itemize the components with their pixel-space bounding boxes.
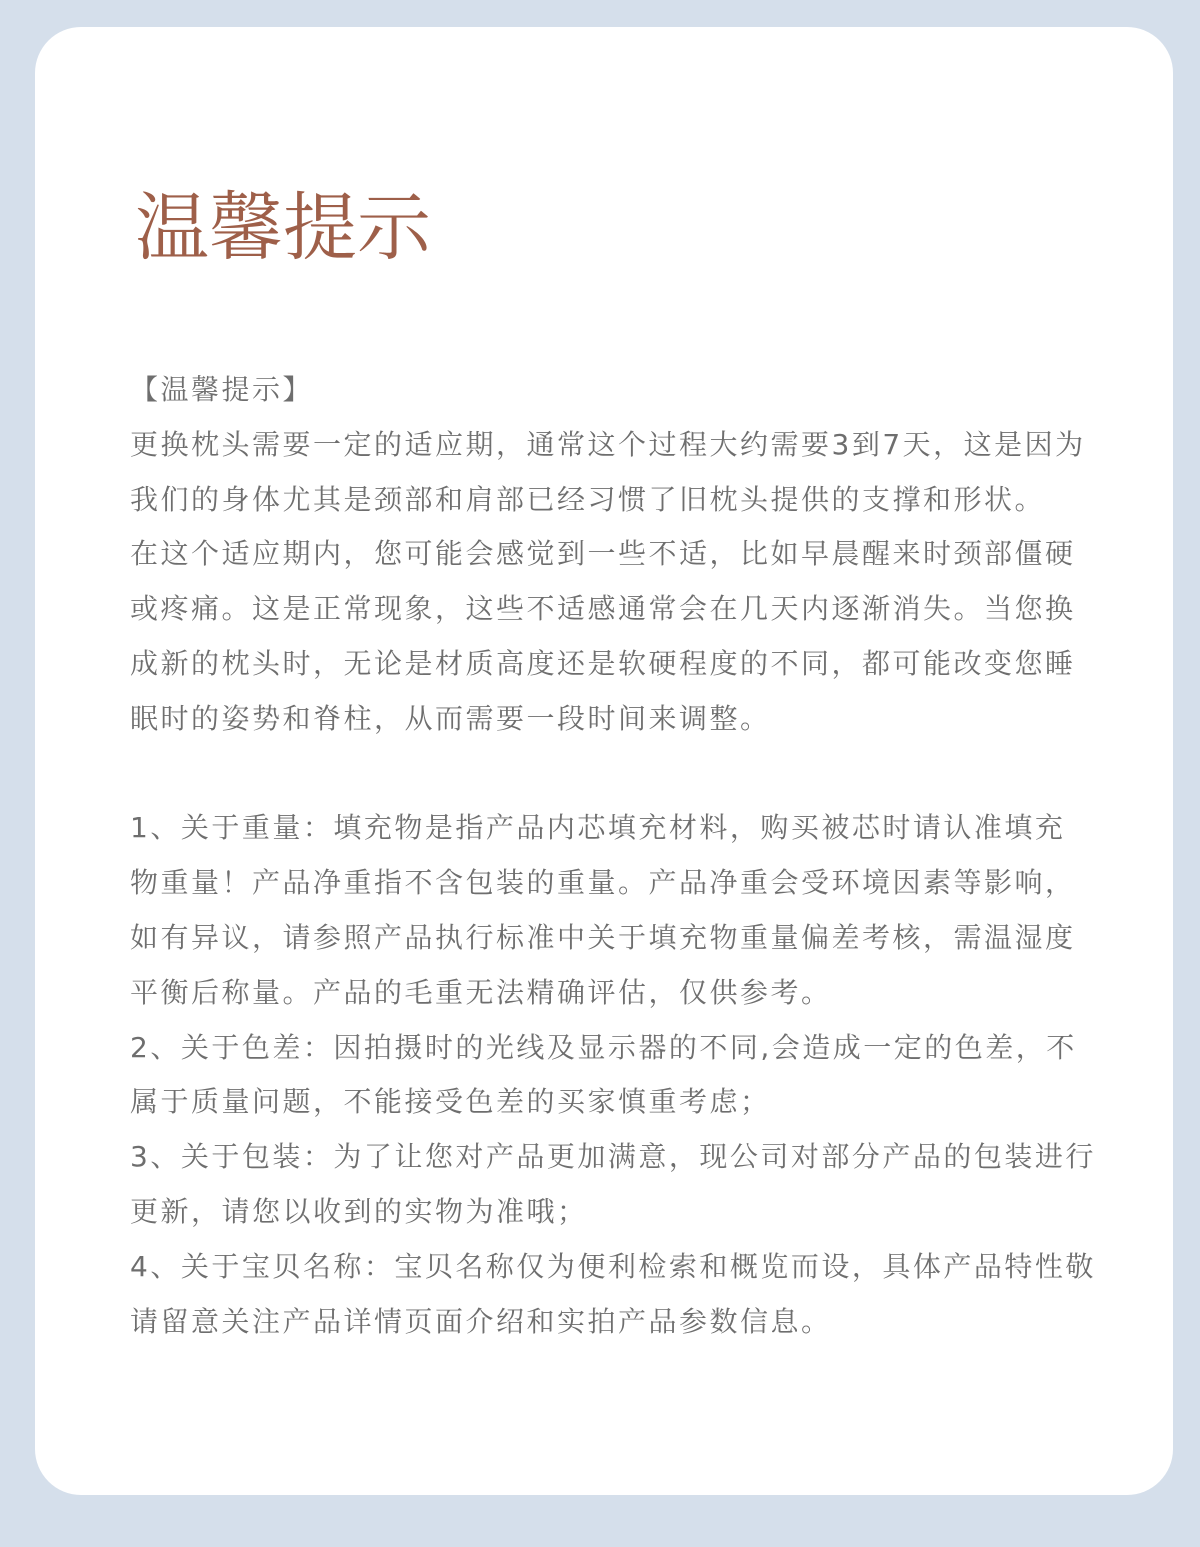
- notice-line: 3、关于包装：为了让您对产品更加满意，现公司对部分产品的包装进行: [130, 1140, 1096, 1174]
- notice-line: 请留意关注产品详情页面介绍和实拍产品参数信息。: [130, 1304, 832, 1338]
- notice-line: 4、关于宝贝名称：宝贝名称仅为便利检索和概览而设，具体产品特性敬: [130, 1249, 1096, 1283]
- intro-line: 我们的身体尤其是颈部和肩部已经习惯了旧枕头提供的支撑和形状。: [130, 482, 1046, 516]
- notice-line: 更新，请您以收到的实物为准哦；: [130, 1194, 588, 1228]
- notice-item-product-name: [130, 1240, 1130, 1350]
- notice-card: [35, 27, 1173, 1495]
- page-title: 温馨提示: [135, 185, 431, 271]
- notice-item-packaging: [130, 1130, 1130, 1240]
- intro-line: 在这个适应期内，您可能会感觉到一些不适，比如早晨醒来时颈部僵硬: [130, 537, 1076, 571]
- notice-list: [130, 801, 1130, 1349]
- intro-heading: 【温馨提示】: [130, 373, 314, 406]
- notice-line: 物重量！产品净重指不含包装的重量。产品净重会受环境因素等影响，: [130, 866, 1076, 900]
- notice-line: 平衡后称量。产品的毛重无法精确评估，仅供参考。: [130, 975, 832, 1009]
- notice-content: [130, 363, 1130, 1349]
- notice-line: 属于质量问题，不能接受色差的买家慎重考虑；: [130, 1085, 771, 1119]
- notice-item-color: [130, 1021, 1130, 1131]
- notice-line: 1、关于重量：填充物是指产品内芯填充材料，购买被芯时请认准填充: [130, 811, 1066, 845]
- intro-line: 眠时的姿势和脊柱，从而需要一段时间来调整。: [130, 701, 771, 735]
- notice-line: 2、关于色差：因拍摄时的光线及显示器的不同,会造成一定的色差，不: [130, 1030, 1077, 1064]
- intro-line: 更换枕头需要一定的适应期，通常这个过程大约需要3到7天，这是因为: [130, 427, 1086, 461]
- intro-line: 或疼痛。这是正常现象，这些不适感通常会在几天内逐渐消失。当您换: [130, 592, 1076, 626]
- intro-line: 成新的枕头时，无论是材质高度还是软硬程度的不同，都可能改变您睡: [130, 646, 1076, 680]
- notice-item-weight: [130, 801, 1130, 1020]
- notice-line: 如有异议，请参照产品执行标准中关于填充物重量偏差考核，需温湿度: [130, 920, 1076, 954]
- intro-paragraph: [130, 363, 1130, 747]
